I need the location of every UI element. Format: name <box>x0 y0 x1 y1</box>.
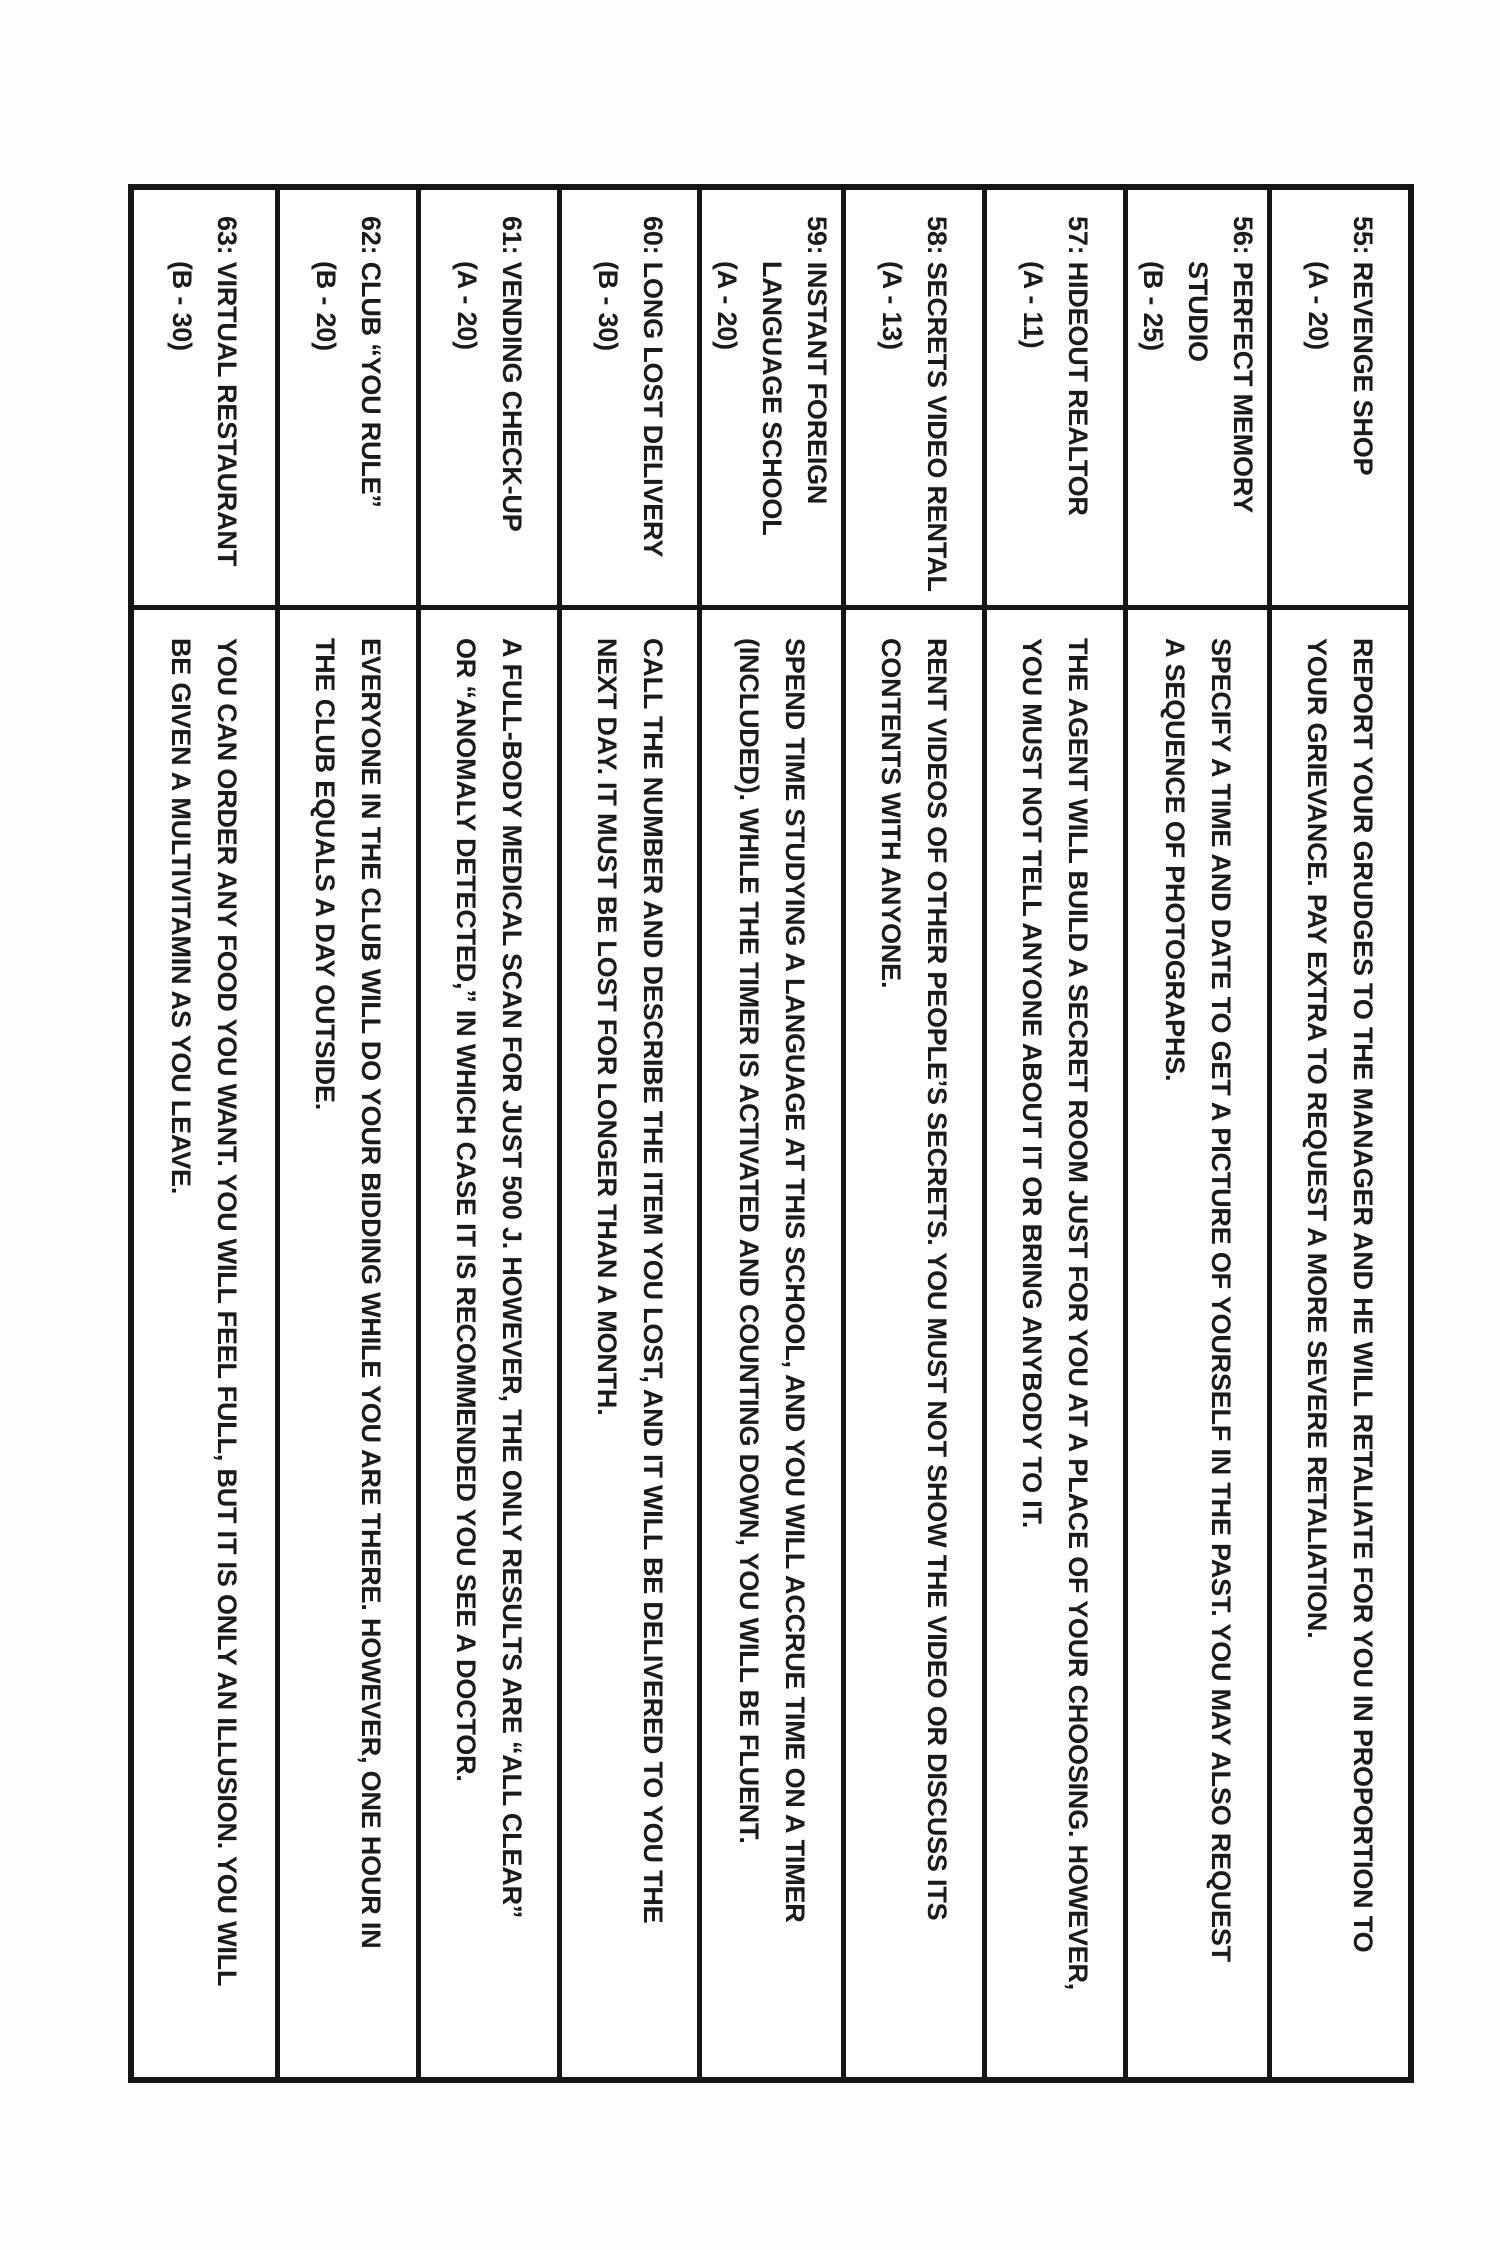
shop-name-continuation-line: (A - 20) <box>451 261 482 350</box>
shop-description-line: CONTENTS WITH ANYONE. <box>876 638 907 989</box>
shop-name-line: 57: HIDEOUT REALTOR <box>1063 216 1094 516</box>
shop-description-line: SPECIFY A TIME AND DATE TO GET A PICTURE OF YOURSELF IN THE PAST. YOU MAY ALSO REQUEST <box>1205 638 1236 1962</box>
shop-description-line: THE AGENT WILL BUILD A SECRET ROOM JUST FOR YOU AT A PLACE OF YOUR CHOOSING. HOWEVER, <box>1063 638 1094 1991</box>
shop-description-line: NEXT DAY. IT MUST BE LOST FOR LONGER THAN A MONTH. <box>591 638 622 1416</box>
shop-name-continuation-line: (B - 30) <box>592 261 623 351</box>
shop-name-cell <box>1267 190 1408 610</box>
shop-name-line: 59: INSTANT FOREIGN <box>802 216 833 505</box>
shop-name-continuation-line: (B - 30) <box>167 261 198 351</box>
shop-description-line: A FULL-BODY MEDICAL SCAN FOR JUST 500 J. HOWEVER, THE ONLY RESULTS ARE “ALL CLEAR” <box>496 638 527 1919</box>
shop-name-continuation-line: (A - 13) <box>877 261 908 350</box>
shop-name-cell <box>275 190 416 610</box>
shop-description-line: REPORT YOUR GRUDGES TO THE MANAGER AND HE WILL RETALIATE FOR YOU IN PROPORTION TO <box>1348 638 1379 1953</box>
shop-name-line: 63: VIRTUAL RESTAURANT <box>212 216 243 567</box>
shop-name-cell <box>1123 190 1267 610</box>
shop-name-cell <box>134 190 275 610</box>
shop-description-line: (INCLUDED). WHILE THE TIMER IS ACTIVATED AND COUNTING DOWN, YOU WILL BE FLUENT. <box>733 638 764 1844</box>
shop-description-line: BE GIVEN A MULTIVITAMIN AS YOU LEAVE. <box>166 638 197 1195</box>
shop-description-cell <box>416 610 557 2077</box>
shop-description-line: EVERYONE IN THE CLUB WILL DO YOUR BIDDING WHILE YOU ARE THERE. HOWEVER, ONE HOUR IN <box>355 638 386 1949</box>
shop-description-line: CALL THE NUMBER AND DESCRIBE THE ITEM YOU LOST, AND IT WILL BE DELIVERED TO YOU THE <box>637 638 668 1924</box>
shop-name-line: 56: PERFECT MEMORY <box>1228 216 1259 513</box>
shop-description-cell <box>275 610 416 2077</box>
shop-description-line: YOU MUST NOT TELL ANYONE ABOUT IT OR BRING ANYBODY TO IT. <box>1017 638 1048 1529</box>
shop-description-cell <box>1267 610 1408 2077</box>
shop-description-line: YOU CAN ORDER ANY FOOD YOU WANT. YOU WILL FEEL FULL, BUT IT IS ONLY AN ILLUSION. YOU WILL <box>212 638 243 1987</box>
shop-description-line: THE CLUB EQUALS A DAY OUTSIDE. <box>309 638 340 1111</box>
shop-description-cell <box>1123 610 1267 2077</box>
shop-description-cell <box>982 610 1123 2077</box>
shop-name-line: 60: LONG LOST DELIVERY <box>637 216 668 558</box>
shop-name-continuation-line: (B - 25) <box>1138 261 1169 351</box>
shop-description-cell <box>134 610 275 2077</box>
shop-name-continuation-line: (B - 20) <box>310 261 341 351</box>
shops-table <box>128 184 1414 2083</box>
shop-description-cell <box>841 610 982 2077</box>
shop-description-line: YOUR GRIEVANCE. PAY EXTRA TO REQUEST A MORE SEVERE RETALIATION. <box>1302 638 1333 1639</box>
shop-description-line: A SEQUENCE OF PHOTOGRAPHS. <box>1159 638 1190 1082</box>
shop-name-cell <box>416 190 557 610</box>
shop-description-line: SPEND TIME STUDYING A LANGUAGE AT THIS SCHOOL, AND YOU WILL ACCRUE TIME ON A TIMER <box>779 638 810 1923</box>
shop-name-cell <box>841 190 982 610</box>
shop-name-line: 62: CLUB “YOU RULE” <box>355 216 386 508</box>
shop-description-line: RENT VIDEOS OF OTHER PEOPLE’S SECRETS. YOU MUST NOT SHOW THE VIDEO OR DISCUSS ITS <box>922 638 953 1921</box>
shop-name-continuation-line: (A - 20) <box>712 261 743 350</box>
shop-name-cell <box>557 190 698 610</box>
shop-name-continuation-line: (A - 20) <box>1303 261 1334 350</box>
shop-name-line: 61: VENDING CHECK-UP <box>496 216 527 532</box>
shop-name-cell <box>697 190 841 610</box>
shop-description-cell <box>697 610 841 2077</box>
shop-name-line: 58: SECRETS VIDEO RENTAL <box>922 216 953 592</box>
shop-description-cell <box>557 610 698 2077</box>
shop-name-cell <box>982 190 1123 610</box>
shop-name-line: 55: REVENGE SHOP <box>1348 216 1379 476</box>
shop-name-continuation-line: STUDIO <box>1183 261 1214 362</box>
shop-name-continuation-line: (A - 11) <box>1018 261 1049 349</box>
shop-description-line: OR “ANOMALY DETECTED,” IN WHICH CASE IT IS RECOMMENDED YOU SEE A DOCTOR. <box>450 638 481 1782</box>
shop-name-continuation-line: LANGUAGE SCHOOL <box>757 261 788 536</box>
